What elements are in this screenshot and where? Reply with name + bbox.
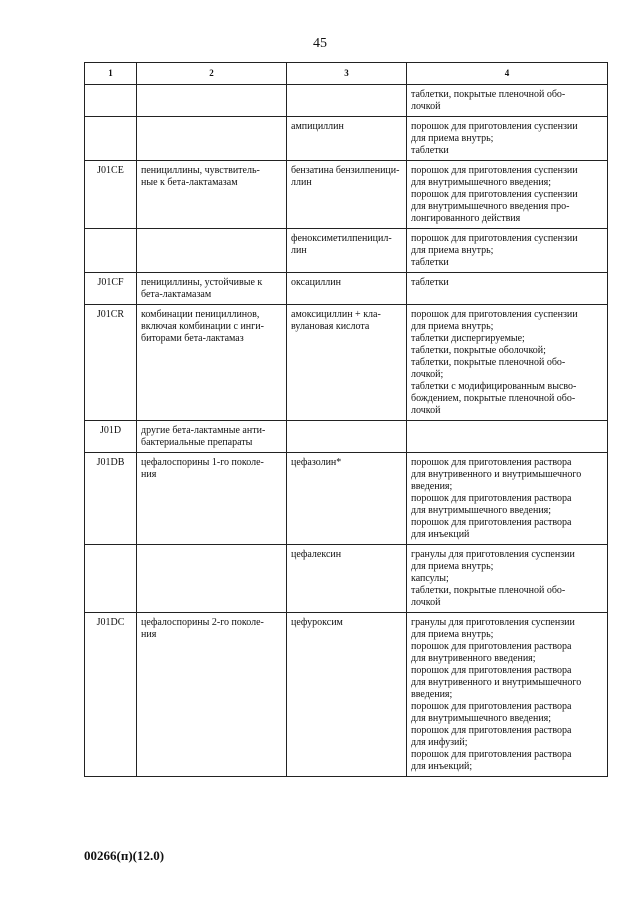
group-name-cell bbox=[137, 229, 287, 273]
drug-line: цефалексин bbox=[291, 549, 342, 560]
group-name-cell bbox=[137, 161, 287, 229]
table-header-row bbox=[85, 63, 608, 85]
dosage-forms-cell bbox=[407, 85, 608, 117]
group-name-cell bbox=[137, 85, 287, 117]
dosage-forms-cell bbox=[407, 305, 608, 421]
dosage-form-line: введения; bbox=[411, 689, 453, 700]
drug-name-cell bbox=[287, 117, 407, 161]
group-line: бета-лактамазам bbox=[141, 289, 212, 300]
dosage-form-line: для инъекций bbox=[411, 529, 470, 540]
atc-code-cell bbox=[85, 85, 137, 117]
dosage-form-line: для приема внутрь; bbox=[411, 561, 494, 572]
table-row bbox=[85, 613, 608, 777]
dosage-form-line: лочкой bbox=[411, 405, 441, 416]
drug-line: амоксициллин + кла- bbox=[291, 309, 381, 320]
atc-code-cell: J01DB bbox=[85, 453, 137, 545]
atc-code-cell bbox=[85, 229, 137, 273]
dosage-form-line: для инфузий; bbox=[411, 737, 468, 748]
dosage-form-line: введения; bbox=[411, 481, 453, 492]
dosage-form-line: порошок для приготовления раствора bbox=[411, 493, 572, 504]
group-line: цефалоспорины 1-го поколе- bbox=[141, 457, 264, 468]
table-row bbox=[85, 85, 608, 117]
drug-name-cell bbox=[287, 545, 407, 613]
dosage-forms-cell bbox=[407, 161, 608, 229]
group-line: пенициллины, устойчивые к bbox=[141, 277, 263, 288]
dosage-form-line: гранулы для приготовления суспензии bbox=[411, 617, 575, 628]
drug-name-cell bbox=[287, 453, 407, 545]
dosage-form-line: для приема внутрь; bbox=[411, 629, 494, 640]
dosage-form-line: порошок для приготовления суспензии bbox=[411, 233, 578, 244]
dosage-form-line: порошок для приготовления раствора bbox=[411, 665, 572, 676]
dosage-form-line: порошок для приготовления раствора bbox=[411, 641, 572, 652]
group-line: ния bbox=[141, 629, 157, 640]
drug-table bbox=[84, 62, 608, 777]
table-row bbox=[85, 117, 608, 161]
group-name-cell bbox=[137, 305, 287, 421]
drug-line: вулановая кислота bbox=[291, 321, 370, 332]
dosage-form-line: для инъекций; bbox=[411, 761, 473, 772]
dosage-form-line: порошок для приготовления раствора bbox=[411, 457, 572, 468]
table-row bbox=[85, 161, 608, 229]
drug-line: цефазолин* bbox=[291, 457, 342, 468]
table-row bbox=[85, 229, 608, 273]
group-line: биторами бета-лактамаз bbox=[141, 333, 244, 344]
dosage-form-line: таблетки диспергируемые; bbox=[411, 333, 525, 344]
drug-line: ампициллин bbox=[291, 121, 344, 132]
dosage-form-line: порошок для приготовления суспензии bbox=[411, 309, 578, 320]
dosage-form-line: порошок для приготовления суспензии bbox=[411, 189, 578, 200]
table-row bbox=[85, 545, 608, 613]
drug-name-cell bbox=[287, 305, 407, 421]
dosage-form-line: таблетки с модифицированным высво- bbox=[411, 381, 577, 392]
group-name-cell bbox=[137, 117, 287, 161]
dosage-forms-cell bbox=[407, 613, 608, 777]
group-line: ные к бета-лактамазам bbox=[141, 177, 238, 188]
atc-code-cell: J01CR bbox=[85, 305, 137, 421]
group-name-cell bbox=[137, 273, 287, 305]
dosage-forms-cell bbox=[407, 273, 608, 305]
dosage-form-line: порошок для приготовления суспензии bbox=[411, 165, 578, 176]
dosage-form-line: лочкой; bbox=[411, 369, 444, 380]
group-line: цефалоспорины 2-го поколе- bbox=[141, 617, 264, 628]
drug-name-cell bbox=[287, 229, 407, 273]
dosage-form-line: таблетки, покрытые пленочной обо- bbox=[411, 357, 566, 368]
dosage-form-line: порошок для приготовления раствора bbox=[411, 749, 572, 760]
dosage-form-line: для внутривенного и внутримышечного bbox=[411, 469, 582, 480]
column-header: 2 bbox=[137, 63, 287, 85]
drug-line: оксациллин bbox=[291, 277, 341, 288]
drug-line: лин bbox=[291, 245, 307, 256]
group-name-cell bbox=[137, 421, 287, 453]
group-line: ния bbox=[141, 469, 157, 480]
dosage-forms-cell bbox=[407, 229, 608, 273]
dosage-form-line: для приема внутрь; bbox=[411, 133, 494, 144]
dosage-form-line: таблетки bbox=[411, 257, 449, 268]
page-number: 45 bbox=[313, 36, 327, 51]
drug-line: ллин bbox=[291, 177, 312, 188]
dosage-form-line: порошок для приготовления раствора bbox=[411, 725, 572, 736]
group-line: пенициллины, чувствитель- bbox=[141, 165, 260, 176]
group-line: бактериальные препараты bbox=[141, 437, 253, 448]
group-name-cell bbox=[137, 545, 287, 613]
atc-code-cell: J01CE bbox=[85, 161, 137, 229]
drug-line: феноксиметилпеницил- bbox=[291, 233, 392, 244]
drug-line: бензатина бензилпеници- bbox=[291, 165, 400, 176]
dosage-form-line: порошок для приготовления суспензии bbox=[411, 121, 578, 132]
atc-code-cell: J01D bbox=[85, 421, 137, 453]
group-line: другие бета-лактамные анти- bbox=[141, 425, 266, 436]
dosage-form-line: таблетки, покрытые пленочной обо- bbox=[411, 585, 566, 596]
column-header: 4 bbox=[407, 63, 608, 85]
dosage-form-line: порошок для приготовления раствора bbox=[411, 701, 572, 712]
group-name-cell bbox=[137, 613, 287, 777]
group-name-cell bbox=[137, 453, 287, 545]
dosage-forms-cell bbox=[407, 453, 608, 545]
group-line: комбинации пенициллинов, bbox=[141, 309, 260, 320]
atc-code-cell: J01DC bbox=[85, 613, 137, 777]
dosage-form-line: капсулы; bbox=[411, 573, 449, 584]
dosage-form-line: таблетки, покрытые пленочной обо- bbox=[411, 89, 566, 100]
drug-line: цефуроксим bbox=[291, 617, 343, 628]
drug-name-cell bbox=[287, 85, 407, 117]
document-code: 00266(п)(12.0) bbox=[84, 848, 165, 863]
dosage-form-line: для внутримышечного введения; bbox=[411, 713, 552, 724]
dosage-form-line: таблетки, покрытые оболочкой; bbox=[411, 345, 546, 356]
dosage-form-line: для внутримышечного введения; bbox=[411, 505, 552, 516]
dosage-form-line: лочкой bbox=[411, 597, 441, 608]
drug-name-cell bbox=[287, 421, 407, 453]
dosage-form-line: для приема внутрь; bbox=[411, 245, 494, 256]
dosage-form-line: гранулы для приготовления суспензии bbox=[411, 549, 575, 560]
dosage-form-line: бождением, покрытые пленочной обо- bbox=[411, 393, 576, 404]
drug-name-cell bbox=[287, 161, 407, 229]
dosage-forms-cell bbox=[407, 545, 608, 613]
dosage-forms-cell bbox=[407, 421, 608, 453]
table-row bbox=[85, 421, 608, 453]
dosage-form-line: лочкой bbox=[411, 101, 441, 112]
column-header: 1 bbox=[85, 63, 137, 85]
drug-name-cell bbox=[287, 613, 407, 777]
table-row bbox=[85, 305, 608, 421]
dosage-form-line: таблетки bbox=[411, 277, 449, 288]
dosage-form-line: для внутривенного и внутримышечного bbox=[411, 677, 582, 688]
dosage-form-line: для внутримышечного введения; bbox=[411, 177, 552, 188]
atc-code-cell bbox=[85, 545, 137, 613]
group-line: включая комбинации с инги- bbox=[141, 321, 264, 332]
atc-code-cell: J01CF bbox=[85, 273, 137, 305]
dosage-form-line: лонгированного действия bbox=[411, 213, 521, 224]
table-row bbox=[85, 453, 608, 545]
dosage-form-line: порошок для приготовления раствора bbox=[411, 517, 572, 528]
dosage-form-line: для внутривенного введения; bbox=[411, 653, 536, 664]
drug-name-cell bbox=[287, 273, 407, 305]
atc-code-cell bbox=[85, 117, 137, 161]
dosage-forms-cell bbox=[407, 117, 608, 161]
column-header: 3 bbox=[287, 63, 407, 85]
dosage-form-line: для внутримышечного введения про- bbox=[411, 201, 570, 212]
table-row bbox=[85, 273, 608, 305]
dosage-form-line: для приема внутрь; bbox=[411, 321, 494, 332]
dosage-form-line: таблетки bbox=[411, 145, 449, 156]
